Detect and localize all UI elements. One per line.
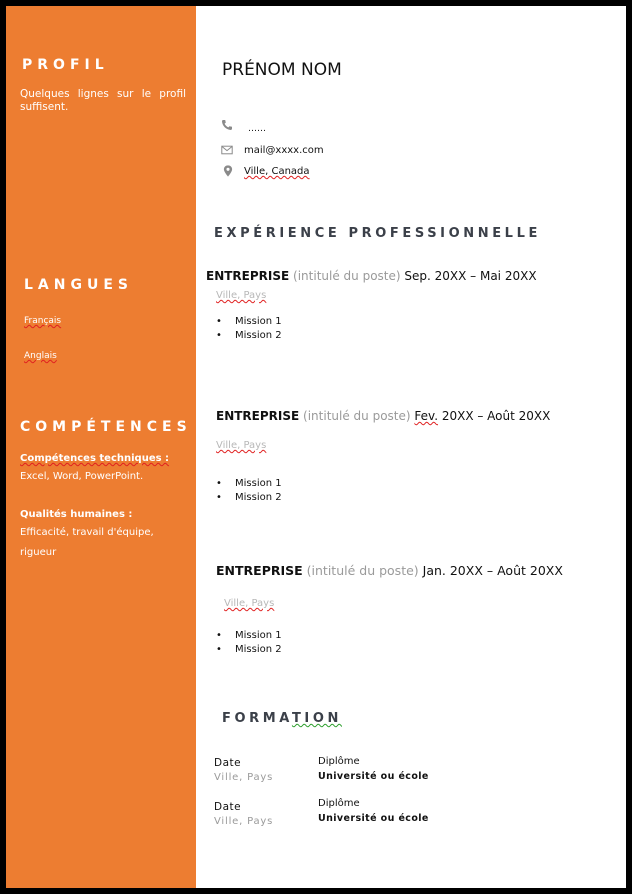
- langues-heading: LANGUES: [24, 277, 133, 293]
- main-content: [196, 6, 626, 888]
- human-value-1: Efficacité, travail d'équipe,: [20, 527, 154, 538]
- phone-text: ……: [248, 124, 266, 134]
- email-text: mail@xxxx.com: [244, 145, 324, 156]
- sidebar: [6, 6, 196, 888]
- full-name: PRÉNOM NOM: [222, 60, 342, 80]
- location-text-value: Ville, Canada: [244, 166, 310, 177]
- tech-label: [20, 452, 169, 465]
- langue-item-1-text: Français: [24, 316, 62, 326]
- job-1-title-line: [206, 269, 537, 283]
- edu-1-school: Université ou école: [318, 771, 429, 782]
- list-item: • Mission 1: [216, 629, 282, 643]
- list-item: • Mission 2: [216, 329, 282, 343]
- langue-item-2-text: Anglais: [24, 351, 57, 361]
- edu-1-diploma: Diplôme: [318, 756, 360, 767]
- edu-2-date: Date: [214, 801, 242, 813]
- job-2-company: ENTREPRISE: [216, 409, 300, 423]
- job-3-title: (intitulé du poste): [306, 563, 419, 578]
- profil-heading: PROFIL: [22, 57, 109, 73]
- job-1-dates: Sep. 20XX – Mai 20XX: [404, 269, 537, 283]
- job-3-dates: Jan. 20XX – Août 20XX: [422, 563, 563, 578]
- experience-heading: EXPÉRIENCE PROFESSIONNELLE: [214, 226, 541, 241]
- job-1-title: (intitulé du poste): [293, 269, 401, 283]
- job-2-city: [216, 440, 266, 451]
- competences-heading: COMPÉTENCES: [20, 419, 192, 435]
- job-1-city: [216, 290, 266, 301]
- formation-heading-part2: TION: [291, 711, 342, 726]
- edu-2-school: Université ou école: [318, 813, 429, 824]
- human-value-2: rigueur: [20, 547, 57, 558]
- map-pin-icon: [222, 165, 234, 177]
- formation-heading: [222, 711, 342, 726]
- formation-heading-part1: FORMA: [222, 711, 292, 726]
- job-3-city-text: Ville, Pays: [224, 598, 275, 609]
- job-2-title-line: [216, 409, 550, 423]
- list-item: • Mission 2: [216, 643, 282, 657]
- job-2-month: Fev.: [414, 409, 439, 423]
- job-2-dates: 20XX – Août 20XX: [441, 409, 551, 423]
- human-label: Qualités humaines :: [20, 509, 133, 520]
- job-3-title-line: [216, 563, 563, 578]
- job-2-missions: [216, 477, 282, 505]
- job-3-missions: [216, 629, 282, 657]
- edu-1-city: Ville, Pays: [214, 772, 274, 783]
- edu-1-date: Date: [214, 757, 242, 769]
- phone-icon: [221, 119, 233, 131]
- list-item: • Mission 1: [216, 477, 282, 491]
- list-item: • Mission 2: [216, 491, 282, 505]
- tech-value: Excel, Word, PowerPoint.: [20, 471, 144, 482]
- job-2-title: (intitulé du poste): [303, 409, 411, 423]
- edu-2-diploma: Diplôme: [318, 798, 360, 809]
- edu-2-city: Ville, Pays: [214, 816, 274, 827]
- job-1-company: ENTREPRISE: [206, 269, 290, 283]
- job-3-city: [224, 598, 274, 609]
- location-text: [244, 166, 310, 177]
- profil-text: Quelques lignes sur le profil suffisent.: [20, 88, 186, 113]
- job-1-city-text: Ville, Pays: [216, 290, 267, 301]
- job-1-missions: [216, 315, 282, 343]
- tech-label-text: Compétences techniques :: [20, 453, 170, 464]
- langue-item-1: [24, 315, 61, 328]
- job-3-company: ENTREPRISE: [216, 563, 303, 578]
- langue-item-2: [24, 350, 57, 363]
- list-item: • Mission 1: [216, 315, 282, 329]
- job-2-city-text: Ville, Pays: [216, 440, 267, 451]
- envelope-icon: [221, 144, 233, 156]
